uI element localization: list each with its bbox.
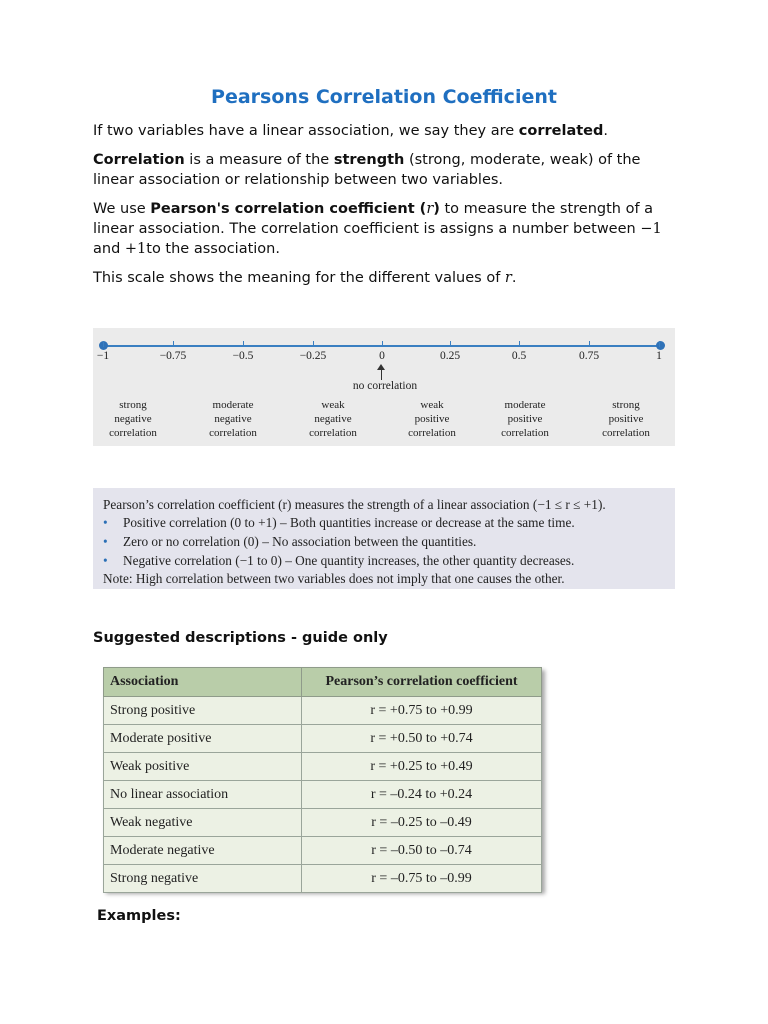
scale-description-line: weak: [420, 399, 444, 411]
info-line-3: [103, 534, 476, 550]
bullet-icon: •: [103, 515, 108, 530]
p2-bold-correlation: Correlation: [93, 152, 185, 168]
scale-description-line: correlation: [209, 427, 257, 439]
scale-description-line: moderate: [504, 399, 546, 411]
no-correlation-label: no correlation: [352, 380, 418, 392]
table-row: [104, 697, 542, 725]
bullet-icon: •: [103, 534, 108, 549]
scale-tick: [243, 341, 244, 347]
scale-tick: [589, 341, 590, 347]
info-box: [93, 488, 675, 589]
info-line-5: Note: High correlation between two variables does not imply that one causes the other.: [103, 571, 565, 586]
coefficient-cell: r = –0.75 to –0.99: [302, 865, 542, 893]
coefficient-cell: r = +0.25 to +0.49: [302, 753, 542, 781]
scale-description-line: negative: [214, 413, 252, 425]
scale-description-line: correlation: [602, 427, 650, 439]
scale-description: [480, 398, 570, 440]
descriptions-table: [103, 667, 542, 891]
scale-tick-label: −1: [96, 350, 110, 362]
scale-description: [288, 398, 378, 440]
header-coefficient: Pearson’s correlation coefficient: [302, 668, 542, 697]
table-row: [104, 837, 542, 865]
scale-tick-label: 0.25: [439, 350, 461, 362]
correlation-scale: [93, 328, 675, 446]
table-header-row: [104, 668, 542, 697]
coefficient-cell: r = –0.24 to +0.24: [302, 781, 542, 809]
p4-text: This scale shows the meaning for the different values of: [93, 270, 505, 286]
scale-description-line: correlation: [309, 427, 357, 439]
table-row: [104, 753, 542, 781]
coefficient-cell: r = –0.50 to –0.74: [302, 837, 542, 865]
p2-end: (strong, moderate, weak) of the linear association or relationship between two variables.: [93, 152, 641, 188]
p3-r-symbol: r: [426, 201, 434, 217]
info-text-4: Negative correlation (−1 to 0) – One quantity increases, the other quantity decreases.: [123, 553, 575, 568]
association-cell: Strong negative: [104, 865, 302, 893]
info-text-3: Zero or no correlation (0) – No association between the quantities.: [123, 534, 477, 549]
intro-paragraph-1: [93, 121, 683, 141]
association-cell: Moderate positive: [104, 725, 302, 753]
coefficient-cell: r = –0.25 to –0.49: [302, 809, 542, 837]
scale-tick: [382, 341, 383, 347]
page-title: Pearsons Correlation Coefficient: [211, 86, 557, 108]
scale-description-line: negative: [314, 413, 352, 425]
scale-tick-label: −0.75: [159, 350, 187, 362]
scale-description-line: correlation: [501, 427, 549, 439]
scale-tick-label: 0: [379, 350, 385, 362]
scale-description-line: weak: [321, 399, 345, 411]
p4-r-symbol: r: [504, 270, 512, 286]
scale-description-line: correlation: [408, 427, 456, 439]
p3-and: and: [93, 241, 125, 257]
p3-pos-one: +1: [124, 241, 147, 257]
scale-description-line: positive: [414, 413, 450, 425]
p1-end: .: [603, 123, 608, 139]
scale-tick-label: 1: [656, 350, 662, 362]
intro-paragraph-3: [93, 199, 683, 259]
association-cell: Moderate negative: [104, 837, 302, 865]
scale-description: [581, 398, 671, 440]
scale-tick: [450, 341, 451, 347]
scale-description: [88, 398, 178, 440]
p3-bold: Pearson's correlation coefficient (: [150, 201, 427, 217]
p3-neg-one: −1: [640, 221, 662, 237]
scale-tick-label: 0.75: [578, 350, 600, 362]
intro-paragraph-4: [93, 268, 683, 288]
coefficient-cell: r = +0.50 to +0.74: [302, 725, 542, 753]
header-association: Association: [104, 668, 302, 697]
table-row: [104, 781, 542, 809]
table-row: [104, 865, 542, 893]
p1-bold: correlated: [518, 123, 604, 139]
scale-tick-label: −0.5: [232, 350, 254, 362]
scale-tick: [519, 341, 520, 347]
p4-end: .: [511, 270, 517, 286]
info-text-2: Positive correlation (0 to +1) – Both quantities increase or decrease at the same time.: [123, 515, 575, 530]
arrow-stem: [381, 366, 382, 380]
p3-text: We use: [93, 201, 151, 217]
scale-description-line: moderate: [212, 399, 254, 411]
association-cell: Strong positive: [104, 697, 302, 725]
scale-description-line: negative: [114, 413, 152, 425]
table-row: [104, 809, 542, 837]
p2-text: is a measure of the: [184, 152, 334, 168]
examples-heading: Examples:: [97, 908, 181, 924]
scale-description-line: positive: [507, 413, 543, 425]
suggested-descriptions-heading: Suggested descriptions - guide only: [93, 630, 388, 646]
scale-tick-label: −0.25: [299, 350, 327, 362]
scale-tick: [103, 341, 104, 347]
p3-bold-close: ): [433, 201, 440, 217]
bullet-icon: •: [103, 553, 108, 568]
scale-description-line: strong: [119, 399, 147, 411]
scale-tick: [659, 341, 660, 347]
scale-description: [188, 398, 278, 440]
scale-description-line: correlation: [109, 427, 157, 439]
info-line-2: [103, 515, 575, 531]
scale-description: [387, 398, 477, 440]
p3-text-2: to measure the strength of a linear association. The correlation coefficient is assigns a number between: [93, 201, 654, 237]
scale-tick-label: 0.5: [511, 350, 527, 362]
table-row: [104, 725, 542, 753]
info-line-1: Pearson’s correlation coefficient (r) measures the strength of a linear association (−1 ≤ r ≤ +1).: [103, 497, 606, 512]
p2-bold-strength: strength: [333, 152, 405, 168]
info-line-4: [103, 553, 574, 569]
p1-text: If two variables have a linear association, we say they are: [93, 123, 519, 139]
scale-tick: [313, 341, 314, 347]
scale-tick: [173, 341, 174, 347]
association-cell: Weak positive: [104, 753, 302, 781]
scale-description-line: strong: [612, 399, 640, 411]
coefficient-cell: r = +0.75 to +0.99: [302, 697, 542, 725]
association-cell: No linear association: [104, 781, 302, 809]
intro-paragraph-2: [93, 150, 683, 190]
scale-description-line: positive: [608, 413, 644, 425]
scale-end-dot: [656, 341, 665, 350]
p3-end: to the association.: [146, 241, 280, 257]
association-cell: Weak negative: [104, 809, 302, 837]
